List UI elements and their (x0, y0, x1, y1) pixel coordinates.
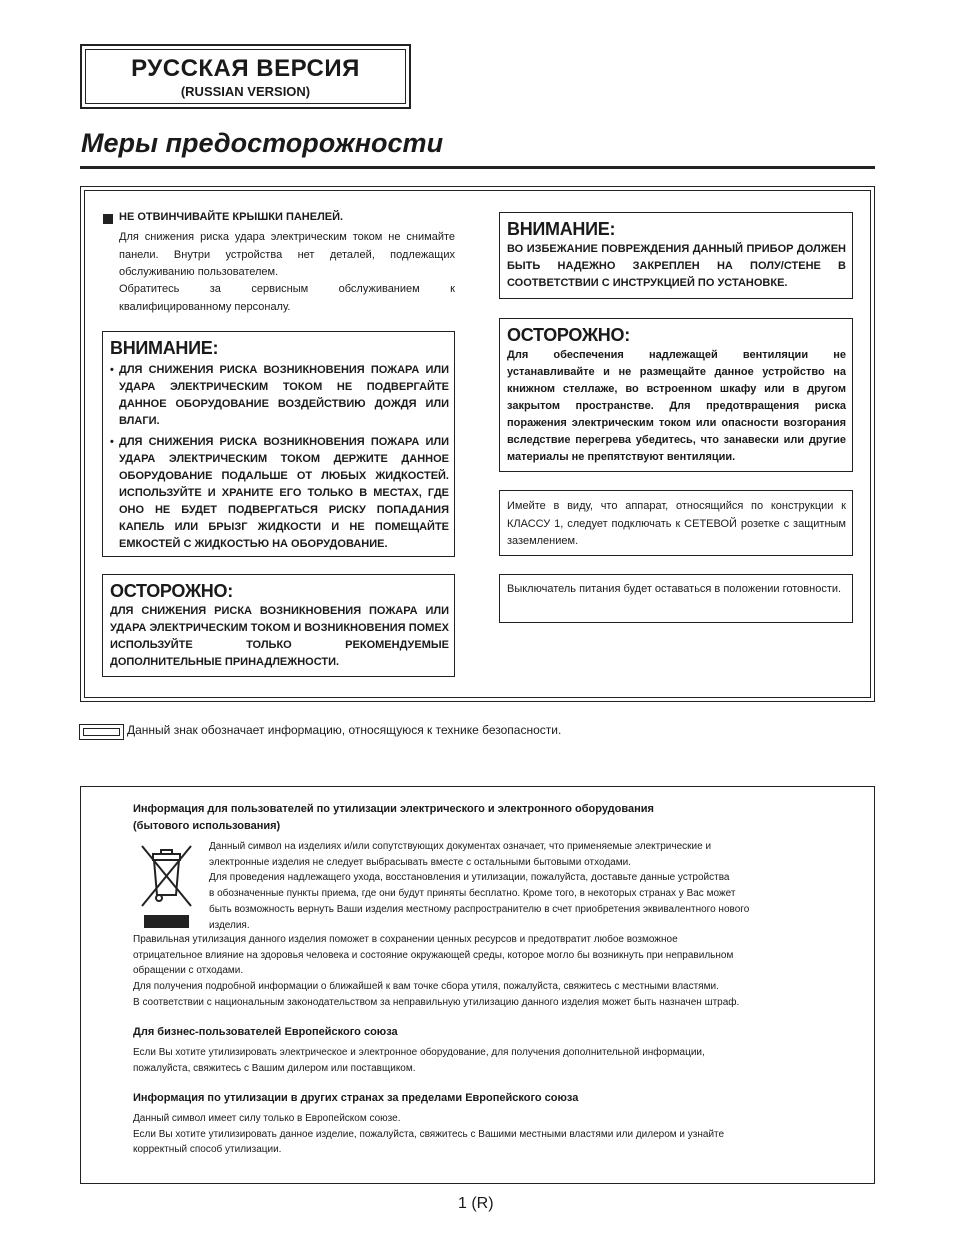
page-title: Меры предосторожности (81, 128, 444, 158)
other-countries-heading: Информация по утилизации в других странах за пределами Европейского союза (133, 1092, 579, 1104)
disposal-heading-line-1: Информация для пользователей по утилизации электрического и электронного оборудования (133, 803, 654, 815)
bullet-icon: • (110, 436, 114, 448)
warning-text: ВО ИЗБЕЖАНИЕ ПОВРЕЖДЕНИЯ ДАННЫЙ ПРИБОР ДОЛЖЕН БЫТЬ НАДЕЖНО ЗАКРЕПЛЕН НА ПОЛУ/СТЕНЕ В СООТВЕТСТВИИ С ИНСТРУКЦИЕЙ ПО УСТАНОВКЕ. (507, 243, 846, 289)
business-text: Если Вы хотите утилизировать электрическое и электронное оборудование, для получения дополнительной информации, пожалуйста, свяжитесь с Вашим дилером или поставщиком. (133, 1047, 705, 1074)
title-rule (80, 166, 875, 169)
page-number: 1 (R) (458, 1195, 494, 1212)
warning-box-left (102, 331, 455, 557)
crossed-out-wheelie-bin-icon (139, 840, 194, 933)
caution-box-left (102, 574, 455, 677)
language-subtitle: (RUSSIAN VERSION) (180, 84, 311, 99)
warning-item: • ДЛЯ СНИЖЕНИЯ РИСКА ВОЗНИКНОВЕНИЯ ПОЖАРА ИЛИ УДАРА ЭЛЕКТРИЧЕСКИМ ТОКОМ НЕ ПОДВЕРГАЙТЕ ДАННОЕ ОБОРУДОВАНИЕ ВОЗДЕЙСТВИЮ ДОЖДЯ ИЛИ ВЛАГИ. (110, 362, 449, 430)
warning-title: ВНИМАНИЕ: (507, 219, 616, 239)
caution-title: ОСТОРОЖНО: (110, 581, 233, 601)
safety-symbol-icon (79, 724, 124, 740)
disposal-full-text: Правильная утилизация данного изделия поможет в сохранении ценных ресурсов и предотвратит любое возможное отрицательное влияние на здоровья человека и состояние окружающей среды, которое могло бы возникнуть при неправильном обращении с отходами. Для получения подробной информации о ближайшей к вам точке сбора утиля, пожалуйста, свяжитесь с местными властями. В соответствии с национальным законодательством за неправильную утилизацию данного изделия может быть назначен штраф. (133, 934, 740, 1008)
standby-text: Выключатель питания будет оставаться в положении готовности. (507, 583, 842, 595)
square-bullet-icon (103, 214, 113, 224)
panel-heading: НЕ ОТВИНЧИВАЙТЕ КРЫШКИ ПАНЕЛЕЙ. (119, 211, 344, 223)
caution-text: Для обеспечения надлежащей вентиляции не устанавливайте и не размещайте данное устройство на книжном стеллаже, во встроенном шкафу или в другом закрытом пространстве. Для предотвращения риска поражения электрическим током или опасности возгорания вследствие перегрева убедитесь, что занавески или другие материалы не препятствуют вентиляции. (507, 349, 846, 463)
class1-box (499, 490, 853, 556)
caution-box-right (499, 318, 853, 472)
bullet-icon: • (110, 364, 114, 376)
caution-title: ОСТОРОЖНО: (507, 325, 630, 345)
business-heading: Для бизнес-пользователей Европейского союза (133, 1026, 398, 1038)
standby-box (499, 574, 853, 623)
symbol-note: Данный знак обозначает информацию, относящуюся к технике безопасности. (127, 723, 562, 737)
panel-text-2: Обратитесь за сервисным обслуживанием к квалифицированному персоналу. (119, 283, 455, 313)
disposal-heading-line-2: (бытового использования) (133, 820, 281, 832)
warning-title: ВНИМАНИЕ: (110, 338, 219, 358)
caution-text: ДЛЯ СНИЖЕНИЯ РИСКА ВОЗНИКНОВЕНИЯ ПОЖАРА ИЛИ УДАРА ЭЛЕКТРИЧЕСКИМ ТОКОМ И ВОЗНИКНОВЕНИЯ ПОМЕХ ИСПОЛЬЗУЙТЕ ТОЛЬКО РЕКОМЕНДУЕМЫЕ ДОПОЛНИТЕЛЬНЫЕ ПРИНАДЛЕЖНОСТИ. (110, 605, 449, 668)
language-title: РУССКАЯ ВЕРСИЯ (131, 55, 360, 82)
language-version-box (80, 44, 411, 109)
warning-box-right (499, 212, 853, 299)
class1-text: Имейте в виду, что аппарат, относящийся по конструкции к КЛАССУ 1, следует подключать к СЕТЕВОЙ розетке с защитным заземлением. (507, 500, 846, 547)
other-countries-text: Данный символ имеет силу только в Европейском союзе. Если Вы хотите утилизировать данное изделие, пожалуйста, свяжитесь с Вашими местными властями или дилером и узнайте корректный способ утилизации. (133, 1113, 725, 1156)
panel-text-1: Для снижения риска удара электрическим током не снимайте панели. Внутри устройства нет деталей, подлежащих обслуживанию пользователем. (119, 231, 455, 278)
warning-item: • ДЛЯ СНИЖЕНИЯ РИСКА ВОЗНИКНОВЕНИЯ ПОЖАРА ИЛИ УДАРА ЭЛЕКТРИЧЕСКИМ ТОКОМ ДЕРЖИТЕ ДАННОЕ ОБОРУДОВАНИЕ ПОДАЛЬШЕ ОТ ЛЮБЫХ ЖИДКОСТЕЙ. ИСПОЛЬЗУЙТЕ И ХРАНИТЕ ЕГО ТОЛЬКО В МЕСТАХ, ГДЕ ОНО НЕ БУДЕТ ПОДВЕРГАТЬСЯ РИСКУ ПОПАДАНИЯ КАПЕЛЬ ИЛИ БРЫЗГ ЖИДКОСТИ И НЕ ПОМЕЩАЙТЕ ЕМКОСТЕЙ С ЖИДКОСТЬЮ НА ОБОРУДОВАНИЕ. (110, 434, 449, 553)
disposal-indented-text: Данный символ на изделиях и/или сопутствующих документах означает, что применяемые электрические и электронные изделия не следует выбрасывать вместе с остальными бытовыми отходами. Для проведения надлежащего ухода, восстановления и утилизации, пожалуйста, доставьте данные устройства в обозначенные пункты приема, где они будут приняты бесплатно. Кроме того, в некоторых странах у Вас может быть возможность вернуть Ваши изделия местному распространителю в счет приобретения эквивалентного нового изделия. (209, 841, 750, 931)
